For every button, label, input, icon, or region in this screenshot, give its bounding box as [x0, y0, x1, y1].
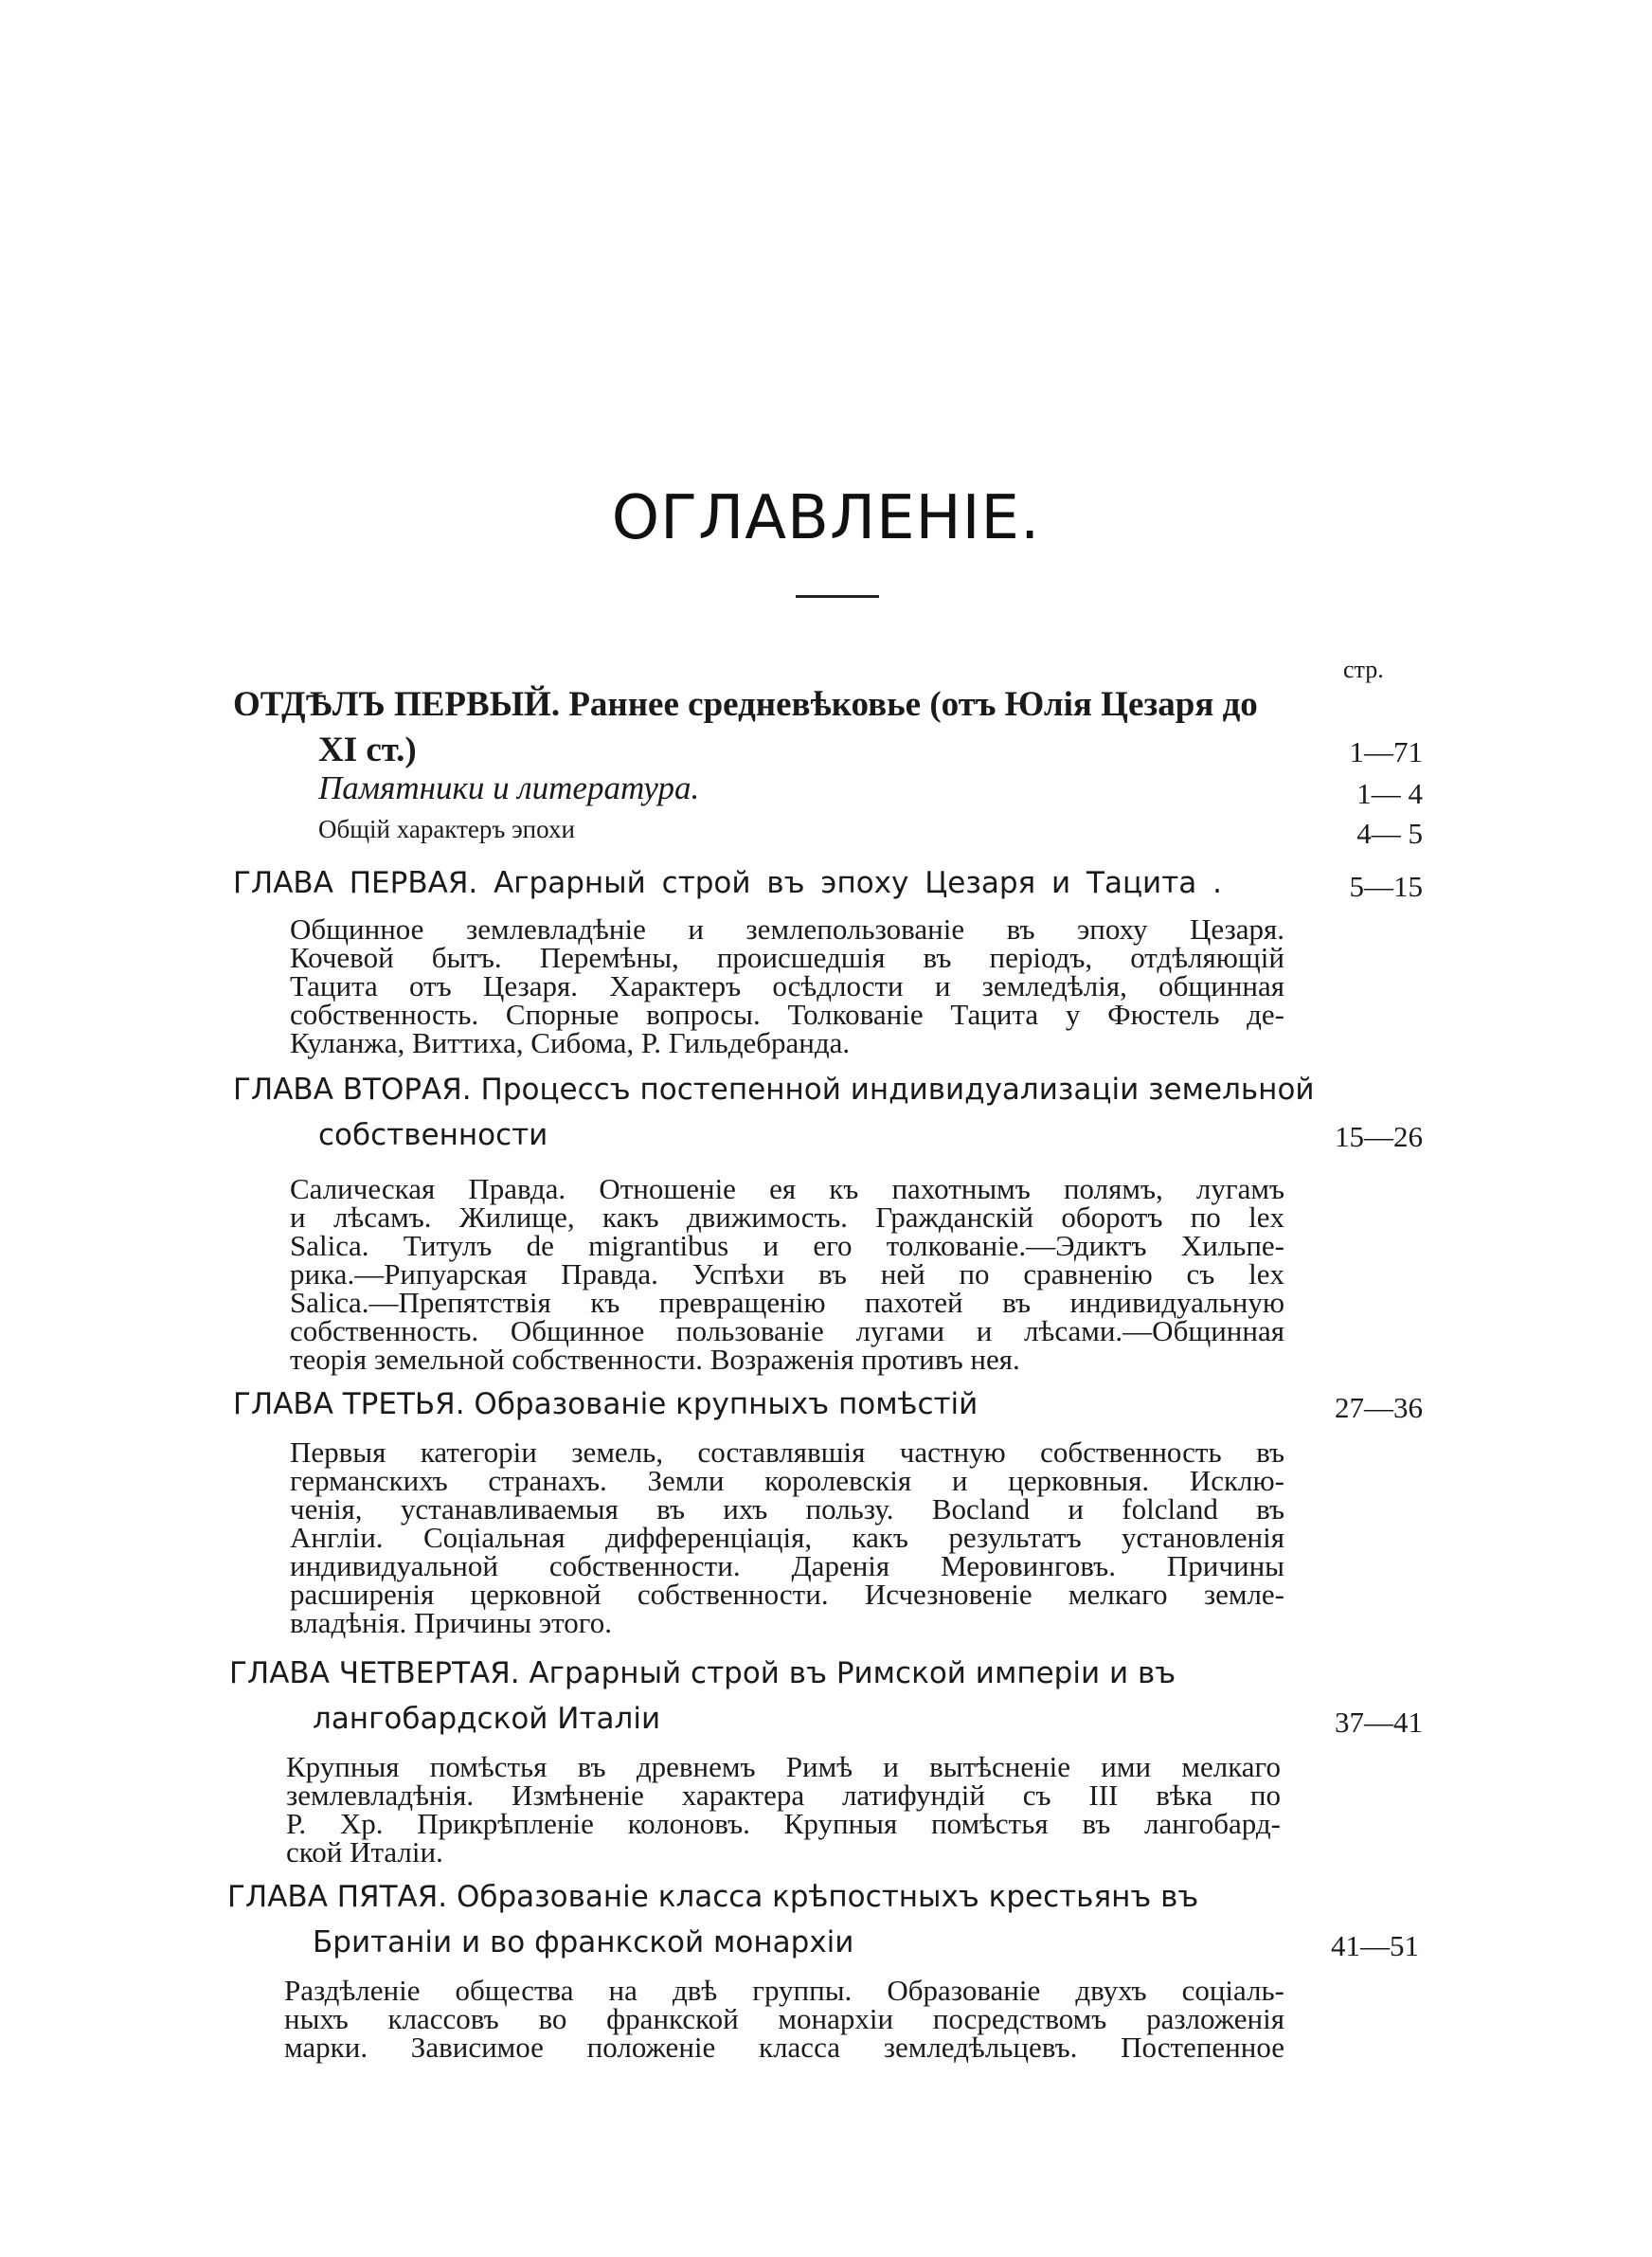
summary-line: Первыя категоріи земель, составлявшія частную собственность въ	[290, 1435, 1284, 1469]
part1-heading-line2: XI ст.)	[318, 731, 417, 769]
chapter2-pages: 15—26	[1335, 1120, 1423, 1153]
page-title: ОГЛАВЛЕНІЕ.	[611, 483, 1041, 553]
sources-pages: 1— 4	[1356, 777, 1423, 810]
chapter3-summary	[290, 1435, 1284, 1639]
summary-line: ченія, устанавливаемыя въ ихъ пользу. Bocland и folcland въ	[290, 1492, 1284, 1526]
chapter5-summary	[284, 1974, 1284, 2064]
chapter3-title: ГЛАВА ТРЕТЬЯ. Образованіе крупныхъ помѣстій	[233, 1387, 979, 1421]
summary-line: собственность. Спорные вопросы. Толкованіе Тацита у Фюстель де-	[290, 998, 1284, 1031]
summary-line: рика.—Рипуарская Правда. Успѣхи въ ней по сравненію съ lex	[290, 1257, 1284, 1291]
chapter1-pages: 5—15	[1349, 870, 1423, 903]
summary-line: Тацита отъ Цезаря. Характеръ осѣдлости и земледѣлія, общинная	[290, 969, 1284, 1002]
summary-line: Кочевой бытъ. Перемѣны, происшедшія въ періодъ, отдѣляющій	[290, 941, 1284, 974]
summary-line: и лѣсамъ. Жилище, какъ движимость. Гражданскій оборотъ по lex	[290, 1201, 1284, 1234]
chapter2-summary	[290, 1172, 1284, 1376]
summary-line: Salica.—Препятствія къ превращенію пахотей въ индивидуальную	[290, 1286, 1284, 1319]
part1-heading-line1: ОТДѢЛЪ ПЕРВЫЙ. Раннее средневѣковье (отъ Юлія Цезаря до	[233, 685, 1258, 724]
chapter4-summary	[286, 1750, 1281, 1869]
summary-line: марки. Зависимое положеніе класса земледѣльцевъ. Постепенное	[284, 2031, 1284, 2064]
chapter1-title: ГЛАВА ПЕРВАЯ. Аграрный строй въ эпоху Цезаря и Тацита .	[233, 866, 1222, 900]
chapter3-pages: 27—36	[1335, 1391, 1423, 1424]
chapter4-title-line2: лангобардской Италіи	[313, 1702, 661, 1736]
summary-line: индивидуальной собственности. Даренія Меровинговъ. Причины	[290, 1549, 1284, 1582]
chapter5-pages: 41—51	[1331, 1929, 1419, 1962]
summary-line: Куланжа, Виттиха, Сибома, Р. Гильдебранда.	[290, 1026, 851, 1059]
chapter2-title-line2: собственности	[318, 1118, 548, 1152]
chapter1-summary	[290, 912, 1284, 1059]
summary-line: теорія земельной собственности. Возраженія противъ нея.	[290, 1343, 1020, 1376]
title-divider	[796, 595, 879, 598]
summary-line: ской Италіи.	[286, 1835, 443, 1869]
sources-entry: Памятники и литература.	[318, 769, 700, 806]
summary-line: Общинное землевладѣніе и землепользованіе въ эпоху Цезаря.	[290, 912, 1284, 946]
chapter5-title-line2: Британіи и во франкской монархіи	[313, 1925, 854, 1959]
summary-line: Р. Хр. Прикрѣпленіе колоновъ. Крупныя помѣстья въ лангобард-	[286, 1807, 1281, 1840]
summary-line: Англіи. Соціальная дифференціація, какъ результатъ установленія	[290, 1521, 1284, 1554]
summary-line: расширенія церковной собственности. Исчезновеніе мелкаго земле-	[290, 1578, 1284, 1611]
character-entry: Общій характеръ эпохи	[318, 815, 575, 843]
chapter4-pages: 37—41	[1335, 1706, 1423, 1739]
summary-line: Salica. Титулъ de migrantibus и его толкованіе.—Эдиктъ Хильпе-	[290, 1229, 1284, 1262]
summary-line: собственность. Общинное пользованіе лугами и лѣсами.—Общинная	[290, 1314, 1284, 1347]
chapter5-title-line1: ГЛАВА ПЯТАЯ. Образованіе класса крѣпостныхъ крестьянъ въ	[227, 1880, 1199, 1914]
summary-line: германскихъ странахъ. Земли королевскія и церковныя. Исклю-	[290, 1464, 1284, 1497]
summary-line: Салическая Правда. Отношеніе ея къ пахотнымъ полямъ, лугамъ	[290, 1172, 1284, 1205]
summary-line: владѣнія. Причины этого.	[290, 1606, 612, 1639]
part1-pages: 1—71	[1349, 735, 1423, 768]
summary-line: Раздѣленіе общества на двѣ группы. Образованіе двухъ соціаль-	[284, 1974, 1284, 2007]
chapter2-title-line1: ГЛАВА ВТОРАЯ. Процессъ постепенной индивидуализаціи земельной	[233, 1073, 1315, 1107]
page-column-label: стр.	[1343, 656, 1384, 683]
summary-line: Крупныя помѣстья въ древнемъ Римѣ и вытѣсненіе ими мелкаго	[286, 1750, 1281, 1783]
summary-line: ныхъ классовъ во франкской монархіи посредствомъ разложенія	[284, 2002, 1284, 2035]
summary-line: землевладѣнія. Измѣненіе характера латифундій съ III вѣка по	[286, 1779, 1281, 1812]
character-pages: 4— 5	[1356, 817, 1423, 850]
chapter4-title-line1: ГЛАВА ЧЕТВЕРТАЯ. Аграрный строй въ Римской имперіи и въ	[229, 1656, 1176, 1690]
